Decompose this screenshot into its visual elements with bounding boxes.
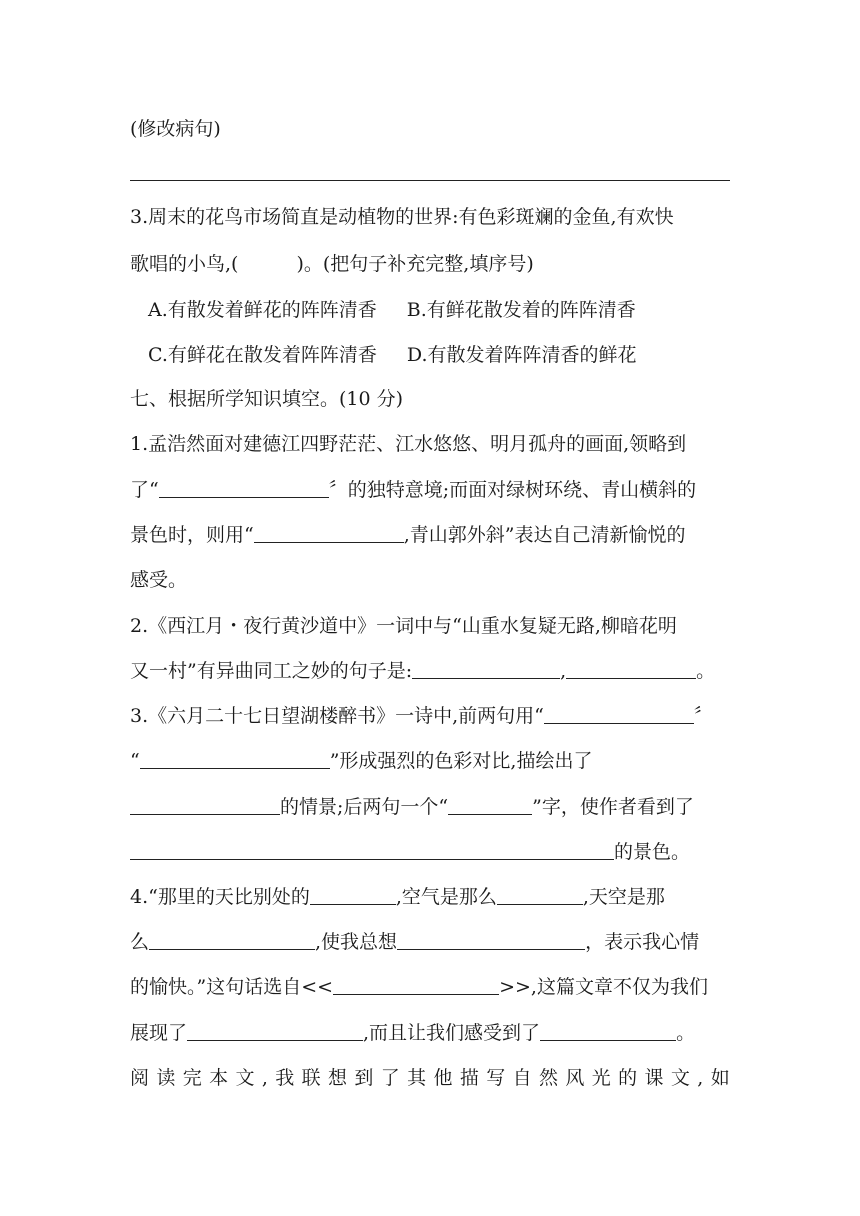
blank[interactable]	[544, 705, 694, 724]
s7-q3-line-3: 的情景;后两句一个“ ”字，使作者看到了	[130, 794, 694, 820]
justified-char: 了	[380, 1067, 400, 1089]
blank[interactable]	[254, 524, 404, 543]
justified-char: 写	[486, 1067, 506, 1089]
blank[interactable]	[130, 841, 614, 860]
blank[interactable]	[310, 886, 396, 905]
q3-options-row-1	[148, 297, 636, 323]
blank[interactable]	[397, 931, 585, 950]
justified-char: 我	[275, 1067, 295, 1089]
blank[interactable]	[540, 1022, 676, 1041]
section-7-heading: 七、根据所学知识填空。(10 分)	[130, 388, 404, 410]
s7-q1-line-4: 感受。	[130, 569, 188, 591]
s7-q1-line-3: 景色时，则用“ ,青山郭外斜”表达自己清新愉悦的	[130, 524, 686, 546]
blank[interactable]	[412, 660, 560, 679]
justified-char: 描	[459, 1067, 479, 1089]
justified-char: 到	[354, 1067, 374, 1089]
justified-char: 自	[512, 1067, 532, 1089]
justified-char: 读	[156, 1067, 176, 1089]
s7-q3-line-1: 3.《六月二十七日望湖楼醉书》一诗中,前两句用“ 〞	[130, 705, 713, 727]
justified-char: 然	[539, 1067, 559, 1089]
justified-char: 风	[565, 1067, 585, 1089]
justified-char: 他	[433, 1067, 453, 1089]
blank[interactable]	[159, 479, 329, 498]
s7-q2-line-1: 2.《西江月・夜行黄沙道中》一词中与“山重水复疑无路,柳暗花明	[130, 615, 677, 637]
s7-q4-line-1: 4.“那里的天比别处的 ,空气是那么 ,天空是那	[130, 886, 665, 908]
answer-rule-line	[130, 180, 730, 181]
option-b[interactable]: B.有鲜花散发着的阵阵清香	[406, 299, 636, 321]
justified-char: 完	[182, 1067, 202, 1089]
justified-char: 如	[710, 1067, 730, 1089]
justified-char: 课	[644, 1067, 664, 1089]
blank[interactable]	[187, 1022, 363, 1041]
justified-char: 想	[328, 1067, 348, 1089]
s7-q2-line-2: 又一村”有异曲同工之妙的句子是: , 。	[130, 660, 716, 682]
q3-options-row-2	[148, 342, 637, 368]
justified-char: 本	[209, 1067, 229, 1089]
justified-char: ,	[261, 1067, 268, 1089]
justified-char: 文	[670, 1067, 690, 1089]
justified-char: 其	[407, 1067, 427, 1089]
justified-char: 的	[618, 1067, 638, 1089]
blank[interactable]	[497, 886, 583, 905]
s7-q4-line-4: 展现了 ,而且让我们感受到了 。	[130, 1022, 696, 1044]
s7-q4-line-3: 的愉快。”这句话选自<< >>,这篇文章不仅为我们	[130, 976, 708, 998]
justified-char: 联	[301, 1067, 321, 1089]
s7-q3-line-4: 的景色。	[130, 839, 690, 865]
justified-char: ,	[697, 1067, 704, 1089]
justified-char: 阅	[130, 1067, 150, 1089]
blank[interactable]	[448, 796, 532, 815]
blank[interactable]	[566, 660, 696, 679]
s7-q4-line-2: 么 ,使我总想 ，表示我心情	[130, 931, 700, 953]
instruction-revise-sentence: (修改病句)	[130, 118, 221, 140]
blank[interactable]	[140, 750, 330, 769]
s7-q1-line-2: 了“ 〞的独特意境;而面对绿树环绕、青山横斜的	[130, 479, 697, 501]
blank[interactable]	[333, 976, 499, 995]
option-a[interactable]: A.有散发着鲜花的阵阵清香	[148, 299, 377, 321]
q3-line-2: 歌唱的小鸟,( )。(把句子补充完整,填序号)	[130, 253, 534, 275]
option-c[interactable]: C.有鲜花在散发着阵阵清香	[148, 344, 377, 366]
q3-line-1: 3.周末的花鸟市场简直是动植物的世界:有色彩斑斓的金鱼,有欢快	[130, 206, 674, 228]
s7-q4-line-5	[130, 1065, 730, 1091]
justified-char: 文	[235, 1067, 255, 1089]
option-d[interactable]: D.有散发着阵阵清香的鲜花	[406, 344, 637, 366]
blank[interactable]	[130, 796, 280, 815]
s7-q1-line-1: 1.孟浩然面对建德江四野茫茫、江水悠悠、明月孤舟的画面,领略到	[130, 433, 687, 455]
s7-q3-line-2: “ ”形成强烈的色彩对比,描绘出了	[130, 750, 593, 772]
justified-char: 光	[591, 1067, 611, 1089]
blank[interactable]	[149, 931, 315, 950]
